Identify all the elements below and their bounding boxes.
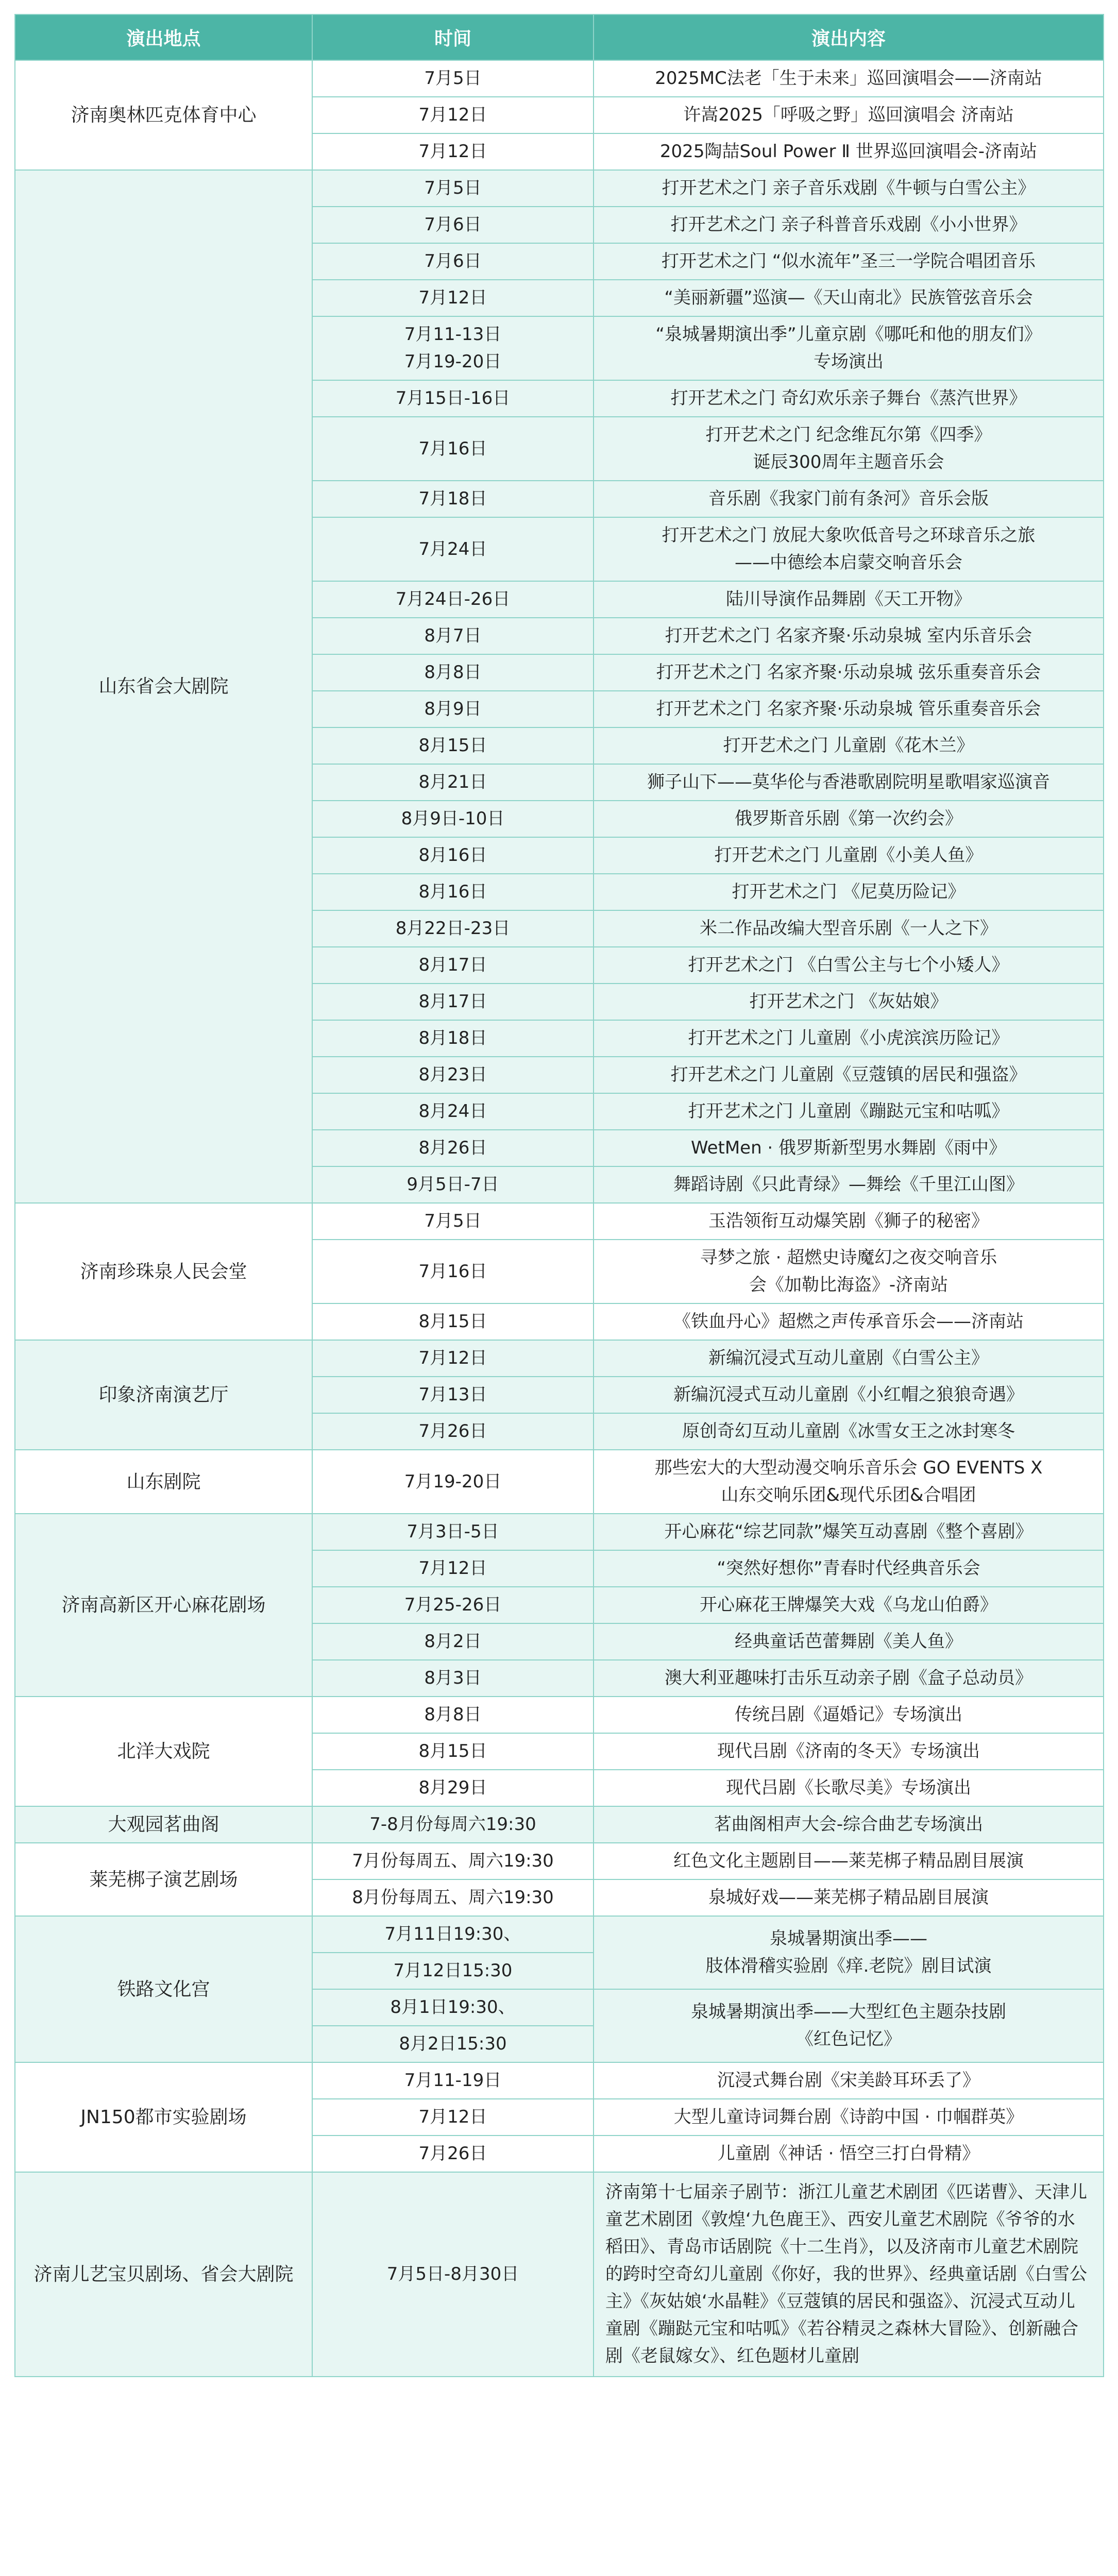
content-cell: 打开艺术之门 亲子音乐戏剧《牛顿与白雪公主》 [594,170,1104,207]
content-cell: 儿童剧《神话 · 悟空三打白骨精》 [594,2136,1104,2172]
content-cell: 茗曲阁相声大会-综合曲艺专场演出 [594,1806,1104,1843]
content-cell: 打开艺术之门 儿童剧《小美人鱼》 [594,837,1104,874]
table-row [15,1340,1104,1377]
table-row [15,2172,1104,2377]
time-cell: 8月24日 [312,1093,594,1130]
time-cell: 8月7日 [312,618,594,654]
venue-cell: 大观园茗曲阁 [15,1806,312,1843]
content-cell: 传统吕剧《逼婚记》专场演出 [594,1697,1104,1733]
table-row [15,60,1104,97]
header-content: 演出内容 [594,14,1104,60]
table-row [15,1450,1104,1514]
time-cell: 7月12日15:30 [312,1953,594,1989]
time-cell: 8月22日-23日 [312,910,594,947]
content-cell: 打开艺术之门 儿童剧《小虎滨滨历险记》 [594,1020,1104,1057]
content-cell: 打开艺术之门 儿童剧《豆蔻镇的居民和强盗》 [594,1057,1104,1093]
time-cell: 7月5日 [312,170,594,207]
content-cell: 俄罗斯音乐剧《第一次约会》 [594,801,1104,837]
table-row [15,170,1104,207]
venue-cell: JN150都市实验剧场 [15,2062,312,2172]
venue-cell: 铁路文化宫 [15,1916,312,2062]
content-cell: 开心麻花“综艺同款”爆笑互动喜剧《整个喜剧》 [594,1514,1104,1550]
content-cell: 济南第十七届亲子剧节：浙江儿童艺术剧团《匹诺曹》、天津儿童艺术剧团《敦煌‘九色鹿王》、西安儿童艺术剧院《爷爷的水稻田》、青岛市话剧院《十二生肖》，以及济南市儿童艺术剧院的跨时空奇幻儿童剧《你好，我的世界》、经典童话剧《白雪公主》《灰姑娘‘水晶鞋》《豆蔻镇的居民和强盗》、沉浸式互动儿童剧《蹦跶元宝和咕呱》《若谷精灵之森林大冒险》、创新融合剧《老鼠嫁女》、红色题材儿童剧 [594,2172,1104,2377]
content-cell: 现代吕剧《长歌尽美》专场演出 [594,1770,1104,1806]
venue-cell: 山东剧院 [15,1450,312,1514]
table-row [15,1916,1104,1953]
time-cell: 8月15日 [312,1303,594,1340]
time-cell: 7月5日-8月30日 [312,2172,594,2377]
time-cell: 8月2日 [312,1623,594,1660]
time-cell: 7月24日 [312,517,594,581]
content-cell: 打开艺术之门 儿童剧《蹦跶元宝和咕呱》 [594,1093,1104,1130]
content-cell: 音乐剧《我家门前有条河》音乐会版 [594,481,1104,517]
time-cell: 7月6日 [312,207,594,243]
content-cell: 打开艺术之门 《尼莫历险记》 [594,874,1104,910]
table-row [15,1806,1104,1843]
table-row [15,1203,1104,1240]
time-cell: 8月8日 [312,654,594,691]
content-cell: 2025陶喆Soul Power Ⅱ 世界巡回演唱会-济南站 [594,133,1104,170]
time-cell: 7月11日19:30、 [312,1916,594,1953]
content-cell: 打开艺术之门 名家齐聚·乐动泉城 弦乐重奏音乐会 [594,654,1104,691]
content-cell: “泉城暑期演出季”儿童京剧《哪吒和他的朋友们》 专场演出 [594,316,1104,380]
content-cell: 经典童话芭蕾舞剧《美人鱼》 [594,1623,1104,1660]
header-venue: 演出地点 [15,14,312,60]
time-cell: 8月9日 [312,691,594,727]
time-cell: 7月16日 [312,1240,594,1303]
content-cell: 打开艺术之门 亲子科普音乐戏剧《小小世界》 [594,207,1104,243]
table-row [15,1514,1104,1550]
schedule-table [14,14,1104,2377]
time-cell: 7月5日 [312,1203,594,1240]
time-cell: 8月16日 [312,874,594,910]
content-cell: “突然好想你”青春时代经典音乐会 [594,1550,1104,1587]
content-cell: 澳大利亚趣味打击乐互动亲子剧《盒子总动员》 [594,1660,1104,1697]
time-cell: 8月17日 [312,984,594,1020]
time-cell: 7月25-26日 [312,1587,594,1623]
content-cell: 原创奇幻互动儿童剧《冰雪女王之冰封寒冬 [594,1413,1104,1450]
content-cell: “美丽新疆”巡演—《天山南北》民族管弦音乐会 [594,280,1104,316]
content-cell: 打开艺术之门 纪念维瓦尔第《四季》 诞辰300周年主题音乐会 [594,417,1104,481]
time-cell: 7月15日-16日 [312,380,594,417]
time-cell: 8月8日 [312,1697,594,1733]
table-header [15,14,1104,60]
venue-cell: 北洋大戏院 [15,1697,312,1806]
content-cell: 现代吕剧《济南的冬天》专场演出 [594,1733,1104,1770]
time-cell: 7月11-13日 7月19-20日 [312,316,594,380]
time-cell: 8月23日 [312,1057,594,1093]
content-cell: 打开艺术之门 “似水流年”圣三一学院合唱团音乐 [594,243,1104,280]
time-cell: 8月1日19:30、 [312,1989,594,2026]
time-cell: 7月12日 [312,2099,594,2136]
table-row [15,2062,1104,2099]
content-cell: 红色文化主题剧目——莱芜梆子精品剧目展演 [594,1843,1104,1879]
content-cell: 寻梦之旅 · 超燃史诗魔幻之夜交响音乐 会《加勒比海盗》-济南站 [594,1240,1104,1303]
content-cell: 陆川导演作品舞剧《天工开物》 [594,581,1104,618]
content-cell: 打开艺术之门 《灰姑娘》 [594,984,1104,1020]
content-cell: 《铁血丹心》超燃之声传承音乐会——济南站 [594,1303,1104,1340]
time-cell: 8月15日 [312,1733,594,1770]
time-cell: 7月11-19日 [312,2062,594,2099]
time-cell: 7月12日 [312,97,594,133]
content-cell: 打开艺术之门 奇幻欢乐亲子舞台《蒸汽世界》 [594,380,1104,417]
content-cell: 米二作品改编大型音乐剧《一人之下》 [594,910,1104,947]
content-cell: 泉城暑期演出季——大型红色主题杂技剧 《红色记忆》 [594,1989,1104,2062]
time-cell: 8月26日 [312,1130,594,1166]
time-cell: 7月26日 [312,1413,594,1450]
content-cell: 泉城好戏——莱芜梆子精品剧目展演 [594,1879,1104,1916]
venue-cell: 山东省会大剧院 [15,170,312,1203]
table-row [15,1697,1104,1733]
time-cell: 8月16日 [312,837,594,874]
content-cell: 狮子山下——莫华伦与香港歌剧院明星歌唱家巡演音 [594,764,1104,801]
time-cell: 7月12日 [312,1550,594,1587]
time-cell: 8月3日 [312,1660,594,1697]
content-cell: 玉浩领衔互动爆笑剧《狮子的秘密》 [594,1203,1104,1240]
content-cell: 许嵩2025「呼吸之野」巡回演唱会 济南站 [594,97,1104,133]
content-cell: 打开艺术之门 名家齐聚·乐动泉城 室内乐音乐会 [594,618,1104,654]
time-cell: 7月5日 [312,60,594,97]
time-cell: 7月19-20日 [312,1450,594,1514]
venue-cell: 济南高新区开心麻花剧场 [15,1514,312,1697]
time-cell: 8月9日-10日 [312,801,594,837]
time-cell: 7月24日-26日 [312,581,594,618]
time-cell: 7月12日 [312,133,594,170]
time-cell: 7月16日 [312,417,594,481]
content-cell: 开心麻花王牌爆笑大戏《乌龙山伯爵》 [594,1587,1104,1623]
time-cell: 8月29日 [312,1770,594,1806]
time-cell: 8月份每周五、周六19:30 [312,1879,594,1916]
time-cell: 7月13日 [312,1377,594,1413]
time-cell: 7-8月份每周六19:30 [312,1806,594,1843]
content-cell: 泉城暑期演出季—— 肢体滑稽实验剧《痒.老院》剧目试演 [594,1916,1104,1989]
content-cell: 舞蹈诗剧《只此青绿》—舞绘《千里江山图》 [594,1166,1104,1203]
content-cell: 打开艺术之门 儿童剧《花木兰》 [594,727,1104,764]
header-time: 时间 [312,14,594,60]
time-cell: 7月12日 [312,1340,594,1377]
venue-cell: 印象济南演艺厅 [15,1340,312,1450]
content-cell: 打开艺术之门 名家齐聚·乐动泉城 管乐重奏音乐会 [594,691,1104,727]
content-cell: 2025MC法老「生于未来」巡回演唱会——济南站 [594,60,1104,97]
content-cell: 打开艺术之门 《白雪公主与七个小矮人》 [594,947,1104,984]
venue-cell: 莱芜梆子演艺剧场 [15,1843,312,1916]
content-cell: 新编沉浸式互动儿童剧《白雪公主》 [594,1340,1104,1377]
venue-cell: 济南儿艺宝贝剧场、省会大剧院 [15,2172,312,2377]
table-row [15,1843,1104,1879]
time-cell: 8月18日 [312,1020,594,1057]
time-cell: 8月15日 [312,727,594,764]
content-cell: 大型儿童诗词舞台剧《诗韵中国 · 巾帼群英》 [594,2099,1104,2136]
table-body [15,60,1104,2377]
time-cell: 9月5日-7日 [312,1166,594,1203]
time-cell: 8月17日 [312,947,594,984]
content-cell: 沉浸式舞台剧《宋美龄耳环丢了》 [594,2062,1104,2099]
time-cell: 7月6日 [312,243,594,280]
time-cell: 7月26日 [312,2136,594,2172]
time-cell: 7月份每周五、周六19:30 [312,1843,594,1879]
time-cell: 7月12日 [312,280,594,316]
content-cell: 打开艺术之门 放屁大象吹低音号之环球音乐之旅 ——中德绘本启蒙交响音乐会 [594,517,1104,581]
venue-cell: 济南奥林匹克体育中心 [15,60,312,170]
content-cell: 新编沉浸式互动儿童剧《小红帽之狼狼奇遇》 [594,1377,1104,1413]
content-cell: WetMen · 俄罗斯新型男水舞剧《雨中》 [594,1130,1104,1166]
time-cell: 8月2日15:30 [312,2026,594,2062]
content-cell: 那些宏大的大型动漫交响乐音乐会 GO EVENTS X 山东交响乐团&现代乐团&合唱团 [594,1450,1104,1514]
time-cell: 7月18日 [312,481,594,517]
time-cell: 8月21日 [312,764,594,801]
venue-cell: 济南珍珠泉人民会堂 [15,1203,312,1340]
time-cell: 7月3日-5日 [312,1514,594,1550]
